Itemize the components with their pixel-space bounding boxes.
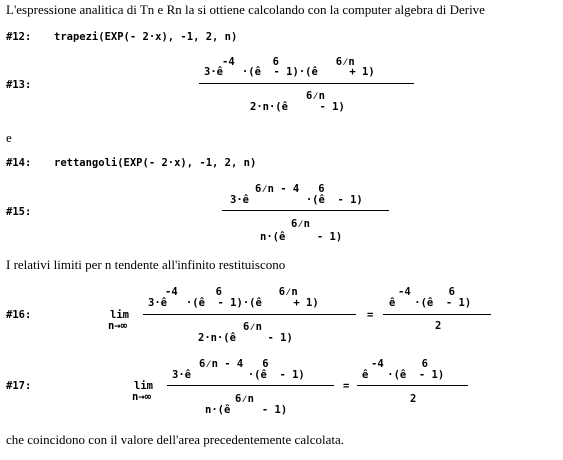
expr17-lim: lim	[134, 380, 153, 392]
expr13-numerator: 3·ê ·(ê - 1)·(ê + 1)	[204, 66, 375, 78]
expr17-fraction-bar	[167, 385, 334, 386]
expr12-input: trapezi(EXP(- 2·x), -1, 2, n)	[54, 31, 238, 43]
expr17-lim-subscript: n→∞	[132, 391, 151, 403]
expr17-denominator-exponent: 6⁄n	[235, 393, 254, 405]
intro-text: L'espressione analitica di Tn e Rn la si ottiene calcolando con la computer algebra di Derive	[6, 2, 485, 17]
expr16-rhs-denominator: 2	[435, 320, 442, 332]
expr17-denominator: n·(ê - 1)	[205, 404, 288, 416]
limits-intro-text: I relativi limiti per n tendente all'infinito restituiscono	[6, 257, 286, 272]
expr17-label: #17:	[6, 380, 32, 392]
expr16-rhs-fraction-bar	[383, 314, 491, 315]
expr17-rhs-denominator: 2	[410, 393, 417, 405]
expr13-numerator-exponents: -4 6 6⁄n	[222, 56, 355, 68]
expr13-label: #13:	[6, 79, 32, 91]
expr16-denominator-exponent: 6⁄n	[243, 321, 262, 333]
expr12-label: #12:	[6, 31, 32, 43]
expr17-numerator: 3·ê ·(ê - 1)	[172, 369, 305, 381]
expr13-fraction-bar	[199, 83, 414, 84]
expr17-rhs-numerator-exponents: -4 6	[371, 358, 428, 370]
expr16-fraction-bar	[143, 314, 356, 315]
expr15-numerator-exponents: 6⁄n - 4 6	[255, 183, 325, 195]
expr14-label: #14:	[6, 157, 32, 169]
expr16-denominator: 2·n·(ê - 1)	[198, 332, 293, 344]
expr13-denominator-exponent: 6⁄n	[306, 90, 325, 102]
expr15-label: #15:	[6, 206, 32, 218]
expr16-rhs-numerator-exponents: -4 6	[398, 286, 455, 298]
expr16-numerator-exponents: -4 6 6⁄n	[165, 286, 298, 298]
expr17-equals: =	[343, 380, 350, 392]
expr15-denominator-exponent: 6⁄n	[291, 218, 310, 230]
expr17-rhs-fraction-bar	[357, 385, 468, 386]
expr15-fraction-bar	[222, 210, 389, 211]
expr16-numerator: 3·ê ·(ê - 1)·(ê + 1)	[148, 297, 319, 309]
expr14-input: rettangoli(EXP(- 2·x), -1, 2, n)	[54, 157, 257, 169]
expr16-label: #16:	[6, 309, 32, 321]
expr16-lim-subscript: n→∞	[108, 320, 127, 332]
expr15-denominator: n·(ê - 1)	[260, 231, 343, 243]
expr13-denominator: 2·n·(ê - 1)	[250, 101, 345, 113]
expr16-equals: =	[367, 309, 374, 321]
expr17-rhs-numerator: ê ·(ê - 1)	[362, 369, 445, 381]
conclusion-text: che coincidono con il valore dell'area precedentemente calcolata.	[6, 432, 344, 447]
expr16-lim: lim	[110, 309, 129, 321]
expr15-numerator: 3·ê ·(ê - 1)	[230, 194, 363, 206]
conjunction-text: e	[6, 130, 12, 145]
expr17-numerator-exponents: 6⁄n - 4 6	[199, 358, 269, 370]
expr16-rhs-numerator: ê ·(ê - 1)	[389, 297, 472, 309]
